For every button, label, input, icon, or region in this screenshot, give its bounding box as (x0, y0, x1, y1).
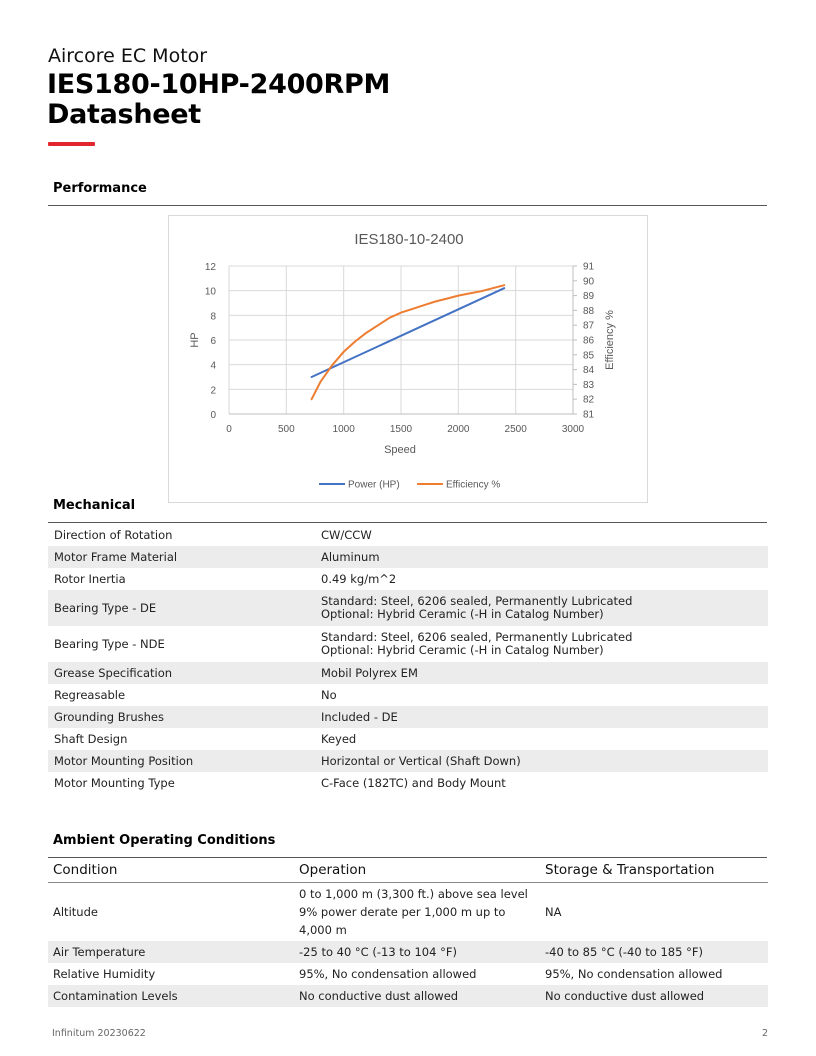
spec-label: Motor Mounting Position (48, 750, 315, 772)
spec-value-standard: Standard: Steel, 6206 sealed, Permanently Lubricated (321, 630, 633, 644)
storage-cell: No conductive dust allowed (540, 985, 768, 1007)
spec-label: Bearing Type - NDE (54, 637, 165, 651)
y2-tick-label: 83 (583, 379, 595, 391)
spec-value: C-Face (182TC) and Body Mount (321, 775, 506, 790)
spec-label: Shaft Design (54, 732, 128, 746)
y2-tick-label: 85 (583, 350, 595, 362)
ambient-row (48, 985, 768, 1007)
spec-value: Horizontal or Vertical (Shaft Down) (315, 750, 768, 772)
spec-label: Bearing Type - DE (48, 590, 315, 626)
ambient-header-row (48, 858, 768, 883)
x-tick-label: 0 (226, 424, 232, 435)
y-tick-label: 6 (210, 336, 216, 347)
mechanical-row (48, 684, 768, 706)
spec-value-optional: Optional: Hybrid Ceramic (-H in Catalog Number) (321, 643, 604, 657)
spec-value: No (321, 687, 337, 702)
y2-tick-label: 82 (583, 394, 595, 406)
y2-tick-label: 90 (583, 276, 595, 288)
y2-axis-label: Efficiency % (604, 310, 616, 370)
y2-tick-label: 87 (583, 320, 595, 332)
power-series-line (312, 288, 505, 377)
spec-value: Keyed (321, 731, 357, 746)
mechanical-row (48, 590, 768, 626)
mechanical-row (48, 706, 768, 728)
y-tick-label: 4 (210, 360, 216, 372)
spec-value-optional: Optional: Hybrid Ceramic (-H in Catalog Number) (321, 607, 604, 621)
spec-label: Rotor Inertia (54, 572, 126, 586)
y-tick-label: 12 (204, 262, 216, 273)
spec-label: Grounding Brushes (48, 706, 315, 728)
mechanical-row (48, 626, 768, 662)
spec-value: Mobil Polyrex EM (315, 662, 768, 684)
performance-chart (168, 215, 648, 503)
title-datasheet: Datasheet (47, 99, 201, 130)
chart-series (312, 285, 505, 399)
document-subtitle: Aircore EC Motor (48, 45, 208, 67)
chart-svg (169, 216, 649, 504)
condition-cell: Altitude (53, 905, 98, 919)
chart-tick-labels (205, 262, 595, 436)
document-title (47, 70, 390, 130)
ambient-table (48, 858, 768, 1007)
header-condition: Condition (48, 858, 294, 883)
mechanical-row (48, 568, 768, 590)
y-tick-label: 0 (210, 410, 216, 421)
mechanical-rule (48, 522, 767, 523)
legend-label: Efficiency % (446, 479, 501, 491)
ambient-row (48, 963, 768, 985)
y-tick-label: 2 (210, 385, 216, 397)
y2-tick-label: 84 (583, 365, 595, 377)
operation-cell: 0 to 1,000 m (3,300 ft.) above sea level 9% power derate per 1,000 m up to 4,000 m (299, 887, 528, 937)
performance-heading: Performance (53, 181, 147, 196)
condition-cell: Air Temperature (48, 941, 294, 963)
x-tick-label: 3000 (561, 424, 585, 435)
spec-label: Regreasable (54, 688, 126, 702)
performance-rule (48, 205, 767, 206)
y2-tick-label: 89 (583, 291, 595, 303)
spec-value (315, 590, 768, 626)
mechanical-heading: Mechanical (53, 498, 136, 513)
y-tick-label: 8 (210, 311, 216, 323)
spec-label: Motor Frame Material (48, 546, 315, 568)
x-tick-label: 500 (277, 424, 295, 435)
chart-legend (319, 480, 500, 491)
spec-value: Aluminum (315, 546, 768, 568)
mechanical-row (48, 772, 768, 794)
mechanical-table (48, 524, 768, 794)
x-tick-label: 1500 (389, 424, 413, 435)
y-tick-label: 10 (204, 286, 216, 298)
ambient-row (48, 883, 768, 942)
operation-cell: 95%, No condensation allowed (299, 967, 477, 981)
ambient-row (48, 941, 768, 963)
mechanical-row (48, 546, 768, 568)
storage-cell: -40 to 85 °C (-40 to 185 °F) (540, 941, 768, 963)
spec-value: CW/CCW (321, 527, 372, 542)
spec-label: Grease Specification (48, 662, 315, 684)
ambient-heading: Ambient Operating Conditions (53, 833, 276, 848)
y-axis-label: HP (189, 332, 201, 348)
y2-tick-label: 86 (583, 335, 595, 347)
page-number: 2 (762, 1028, 769, 1039)
title-model: IES180-10HP-2400RPM (47, 69, 391, 100)
mechanical-row (48, 728, 768, 750)
x-tick-label: 1000 (332, 424, 355, 435)
storage-cell: 95%, No condensation allowed (545, 967, 723, 981)
mechanical-row (48, 524, 768, 546)
spec-value: 0.49 kg/m^2 (321, 571, 397, 586)
footer-doc-id: Infinitum 20230622 (52, 1028, 146, 1039)
mechanical-row (48, 662, 768, 684)
header-operation: Operation (294, 858, 540, 883)
y2-tick-label: 91 (583, 261, 595, 273)
operation-cell: -25 to 40 °C (-13 to 104 °F) (294, 941, 540, 963)
spec-value-standard: Standard: Steel, 6206 sealed, Permanently Lubricated (321, 594, 633, 608)
y2-tick-label: 88 (583, 305, 595, 317)
legend-label: Power (HP) (348, 479, 400, 491)
header-storage: Storage & Transportation (540, 858, 768, 883)
x-tick-label: 2000 (447, 424, 470, 435)
spec-label: Motor Mounting Type (54, 776, 175, 790)
condition-cell: Contamination Levels (48, 985, 294, 1007)
y2-tick-label: 81 (583, 409, 595, 421)
operation-cell: No conductive dust allowed (294, 985, 540, 1007)
storage-cell: NA (545, 905, 562, 919)
spec-label: Direction of Rotation (54, 528, 173, 542)
accent-bar (48, 142, 95, 146)
spec-value (315, 626, 768, 662)
condition-cell: Relative Humidity (53, 967, 156, 981)
chart-title: IES180-10-2400 (354, 231, 464, 248)
mechanical-row (48, 750, 768, 772)
x-axis-label: Speed (384, 444, 416, 456)
spec-value: Included - DE (315, 706, 768, 728)
chart-gridlines (229, 266, 573, 414)
x-tick-label: 2500 (504, 424, 527, 435)
